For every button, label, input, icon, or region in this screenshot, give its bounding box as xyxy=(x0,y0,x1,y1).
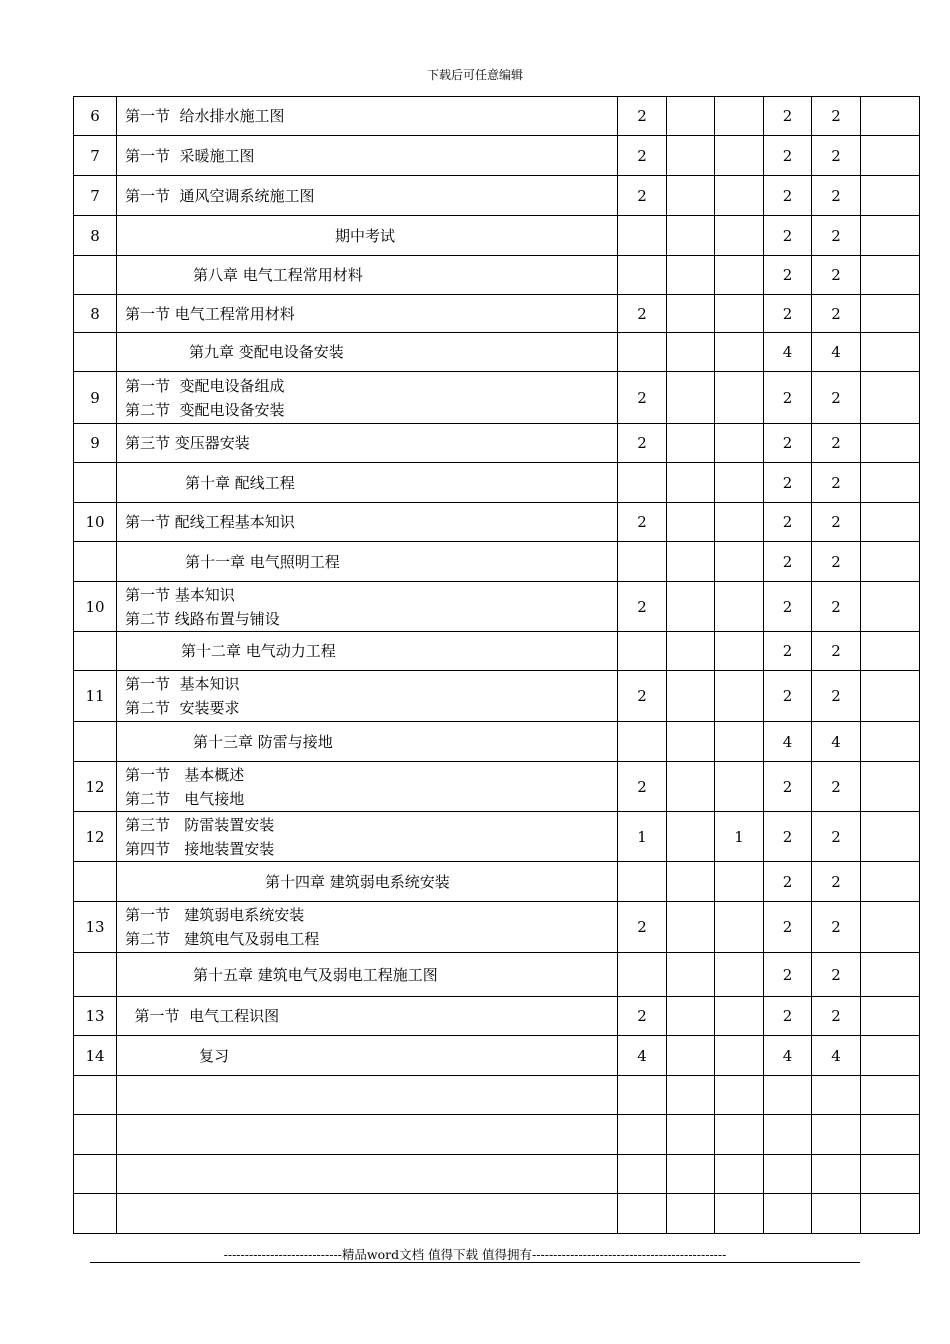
table-row xyxy=(74,762,920,812)
hours-cell-c3 xyxy=(715,1076,764,1115)
table-row xyxy=(74,136,920,176)
content-line: 第二节 变配电设备安装 xyxy=(125,400,285,419)
hours-cell-c6 xyxy=(861,953,920,997)
hours-cell-c5: 2 xyxy=(812,372,861,424)
hours-cell-c3 xyxy=(715,632,764,671)
hours-cell-c1: 2 xyxy=(618,762,667,812)
week-cell: 14 xyxy=(74,1036,117,1076)
hours-cell-c3 xyxy=(715,722,764,762)
hours-cell-c5: 2 xyxy=(812,424,861,463)
hours-cell-c1 xyxy=(618,333,667,372)
hours-cell-c4 xyxy=(764,1076,812,1115)
hours-cell-c5: 2 xyxy=(812,542,861,582)
table-row xyxy=(74,671,920,722)
hours-cell-c6 xyxy=(861,1194,920,1234)
content-cell xyxy=(117,582,618,632)
hours-cell-c1: 2 xyxy=(618,176,667,216)
hours-cell-c4: 4 xyxy=(764,722,812,762)
table-row xyxy=(74,1115,920,1155)
hours-cell-c5: 2 xyxy=(812,902,861,953)
content-line: 第十一章 电气照明工程 xyxy=(185,552,340,571)
hours-cell-c3 xyxy=(715,997,764,1036)
table-row xyxy=(74,503,920,542)
content-cell xyxy=(117,216,618,256)
hours-cell-c5: 2 xyxy=(812,632,861,671)
hours-cell-c5 xyxy=(812,1115,861,1155)
hours-cell-c5: 4 xyxy=(812,333,861,372)
content-line: 第十二章 电气动力工程 xyxy=(181,642,336,660)
content-line: 第一节 通风空调系统施工图 xyxy=(125,186,315,205)
content-line: 第十章 配线工程 xyxy=(185,473,295,492)
hours-cell-c4: 2 xyxy=(764,953,812,997)
content-cell xyxy=(117,333,618,372)
table-row xyxy=(74,902,920,953)
content-line: 第二节 安装要求 xyxy=(125,699,240,717)
hours-cell-c3 xyxy=(715,1194,764,1234)
table-row xyxy=(74,176,920,216)
hours-cell-c1: 2 xyxy=(618,503,667,542)
table-row xyxy=(74,424,920,463)
table-row xyxy=(74,812,920,862)
content-line: 第一节 变配电设备组成 xyxy=(125,376,285,395)
content-line: 第一节 采暖施工图 xyxy=(125,146,255,165)
hours-cell-c1 xyxy=(618,1155,667,1194)
hours-cell-c4 xyxy=(764,1194,812,1234)
week-cell xyxy=(74,1076,117,1115)
content-line: 复习 xyxy=(199,1046,230,1065)
content-cell xyxy=(117,256,618,295)
hours-cell-c3 xyxy=(715,295,764,333)
hours-cell-c6 xyxy=(861,136,920,176)
hours-cell-c2 xyxy=(667,812,715,862)
hours-cell-c1 xyxy=(618,542,667,582)
hours-cell-c2 xyxy=(667,671,715,722)
week-cell xyxy=(74,463,117,503)
hours-cell-c6 xyxy=(861,1036,920,1076)
hours-cell-c4: 2 xyxy=(764,671,812,722)
hours-cell-c6 xyxy=(861,862,920,902)
hours-cell-c2 xyxy=(667,136,715,176)
content-cell xyxy=(117,542,618,582)
hours-cell-c5: 2 xyxy=(812,256,861,295)
table-row xyxy=(74,256,920,295)
week-cell: 8 xyxy=(74,295,117,333)
content-cell xyxy=(117,372,618,424)
content-line: 第十三章 防雷与接地 xyxy=(193,732,333,751)
table-row xyxy=(74,1194,920,1234)
content-cell xyxy=(117,997,618,1036)
hours-cell-c3 xyxy=(715,953,764,997)
hours-cell-c3 xyxy=(715,862,764,902)
hours-cell-c2 xyxy=(667,256,715,295)
content-cell xyxy=(117,953,618,997)
hours-cell-c4: 2 xyxy=(764,463,812,503)
hours-cell-c6 xyxy=(861,582,920,632)
week-cell xyxy=(74,1194,117,1234)
hours-cell-c4: 2 xyxy=(764,503,812,542)
content-cell xyxy=(117,176,618,216)
hours-cell-c6 xyxy=(861,503,920,542)
page-footer: ----------------------------精品word文档 值得下载 值得拥有---------------------------------------------- xyxy=(223,1247,727,1262)
hours-cell-c5 xyxy=(812,1194,861,1234)
hours-cell-c1: 2 xyxy=(618,97,667,136)
hours-cell-c1 xyxy=(618,862,667,902)
table-row xyxy=(74,997,920,1036)
table-row xyxy=(74,582,920,632)
hours-cell-c1: 2 xyxy=(618,136,667,176)
content-cell xyxy=(117,1115,618,1155)
hours-cell-c1 xyxy=(618,632,667,671)
hours-cell-c3 xyxy=(715,333,764,372)
table-row xyxy=(74,372,920,424)
hours-cell-c4: 2 xyxy=(764,295,812,333)
hours-cell-c6 xyxy=(861,256,920,295)
table-row xyxy=(74,295,920,333)
hours-cell-c2 xyxy=(667,1036,715,1076)
hours-cell-c2 xyxy=(667,762,715,812)
hours-cell-c4: 2 xyxy=(764,542,812,582)
hours-cell-c5: 2 xyxy=(812,216,861,256)
hours-cell-c3 xyxy=(715,256,764,295)
content-cell xyxy=(117,812,618,862)
hours-cell-c6 xyxy=(861,1076,920,1115)
week-cell: 8 xyxy=(74,216,117,256)
hours-cell-c6 xyxy=(861,176,920,216)
week-cell xyxy=(74,953,117,997)
hours-cell-c4: 2 xyxy=(764,97,812,136)
content-line: 第四节 接地装置安装 xyxy=(125,839,275,858)
hours-cell-c4: 2 xyxy=(764,176,812,216)
hours-cell-c4: 2 xyxy=(764,256,812,295)
table-row xyxy=(74,1036,920,1076)
hours-cell-c4: 2 xyxy=(764,997,812,1036)
hours-cell-c2 xyxy=(667,953,715,997)
content-line: 第二节 建筑电气及弱电工程 xyxy=(125,930,320,948)
hours-cell-c4: 2 xyxy=(764,424,812,463)
hours-cell-c6 xyxy=(861,902,920,953)
hours-cell-c1: 2 xyxy=(618,295,667,333)
content-line: 第一节 建筑弱电系统安装 xyxy=(125,906,305,924)
hours-cell-c1: 4 xyxy=(618,1036,667,1076)
hours-cell-c2 xyxy=(667,1076,715,1115)
content-cell xyxy=(117,1194,618,1234)
hours-cell-c3 xyxy=(715,582,764,632)
hours-cell-c6 xyxy=(861,372,920,424)
week-cell xyxy=(74,722,117,762)
hours-cell-c4: 2 xyxy=(764,762,812,812)
week-cell: 10 xyxy=(74,503,117,542)
content-cell xyxy=(117,862,618,902)
week-cell: 13 xyxy=(74,902,117,953)
hours-cell-c2 xyxy=(667,295,715,333)
content-line: 第一节 电气工程识图 xyxy=(125,1007,280,1025)
hours-cell-c2 xyxy=(667,463,715,503)
hours-cell-c2 xyxy=(667,542,715,582)
hours-cell-c1: 2 xyxy=(618,424,667,463)
table-row xyxy=(74,463,920,503)
hours-cell-c2 xyxy=(667,372,715,424)
table-row xyxy=(74,1076,920,1115)
hours-cell-c3 xyxy=(715,671,764,722)
hours-cell-c4 xyxy=(764,1155,812,1194)
hours-cell-c2 xyxy=(667,632,715,671)
hours-cell-c1 xyxy=(618,1076,667,1115)
week-cell: 7 xyxy=(74,136,117,176)
week-cell: 9 xyxy=(74,372,117,424)
hours-cell-c4: 2 xyxy=(764,862,812,902)
footer-rule xyxy=(90,1262,860,1263)
hours-cell-c5: 2 xyxy=(812,862,861,902)
content-cell xyxy=(117,136,618,176)
hours-cell-c2 xyxy=(667,216,715,256)
hours-cell-c1: 2 xyxy=(618,372,667,424)
hours-cell-c4: 2 xyxy=(764,372,812,424)
hours-cell-c4: 2 xyxy=(764,136,812,176)
hours-cell-c3 xyxy=(715,762,764,812)
hours-cell-c6 xyxy=(861,424,920,463)
hours-cell-c6 xyxy=(861,997,920,1036)
hours-cell-c5: 4 xyxy=(812,1036,861,1076)
hours-cell-c6 xyxy=(861,542,920,582)
hours-cell-c2 xyxy=(667,333,715,372)
content-cell xyxy=(117,1036,618,1076)
week-cell xyxy=(74,542,117,582)
content-line: 第三节 防雷装置安装 xyxy=(125,815,275,834)
schedule-table xyxy=(73,96,920,1234)
hours-cell-c6 xyxy=(861,333,920,372)
hours-cell-c2 xyxy=(667,582,715,632)
week-cell: 12 xyxy=(74,762,117,812)
hours-cell-c2 xyxy=(667,97,715,136)
hours-cell-c3 xyxy=(715,176,764,216)
hours-cell-c1: 1 xyxy=(618,812,667,862)
week-cell xyxy=(74,1155,117,1194)
content-cell xyxy=(117,503,618,542)
content-cell xyxy=(117,295,618,333)
hours-cell-c2 xyxy=(667,902,715,953)
page-header: 下载后可任意编辑 xyxy=(426,68,523,82)
content-line: 第一节 基本知识 xyxy=(125,675,240,693)
content-cell xyxy=(117,97,618,136)
hours-cell-c5 xyxy=(812,1155,861,1194)
hours-cell-c6 xyxy=(861,295,920,333)
hours-cell-c5: 2 xyxy=(812,97,861,136)
week-cell: 6 xyxy=(74,97,117,136)
hours-cell-c3 xyxy=(715,372,764,424)
hours-cell-c4: 4 xyxy=(764,1036,812,1076)
content-cell xyxy=(117,1076,618,1115)
hours-cell-c4: 2 xyxy=(764,632,812,671)
week-cell: 13 xyxy=(74,997,117,1036)
hours-cell-c3 xyxy=(715,1036,764,1076)
content-line: 第一节 配线工程基本知识 xyxy=(125,513,295,531)
table-row xyxy=(74,542,920,582)
hours-cell-c2 xyxy=(667,997,715,1036)
table-row xyxy=(74,333,920,372)
table-row xyxy=(74,953,920,997)
hours-cell-c5: 2 xyxy=(812,812,861,862)
hours-cell-c6 xyxy=(861,463,920,503)
week-cell: 10 xyxy=(74,582,117,632)
content-line: 第一节 电气工程常用材料 xyxy=(125,304,295,323)
content-cell xyxy=(117,463,618,503)
hours-cell-c1 xyxy=(618,722,667,762)
table-row xyxy=(74,632,920,671)
hours-cell-c3 xyxy=(715,902,764,953)
table-row xyxy=(74,97,920,136)
hours-cell-c3 xyxy=(715,1155,764,1194)
content-line: 第二节 电气接地 xyxy=(125,789,245,808)
hours-cell-c5: 2 xyxy=(812,997,861,1036)
hours-cell-c6 xyxy=(861,1155,920,1194)
hours-cell-c2 xyxy=(667,722,715,762)
hours-cell-c5: 2 xyxy=(812,953,861,997)
hours-cell-c4: 2 xyxy=(764,582,812,632)
week-cell: 12 xyxy=(74,812,117,862)
hours-cell-c3 xyxy=(715,136,764,176)
hours-cell-c2 xyxy=(667,862,715,902)
hours-cell-c2 xyxy=(667,176,715,216)
content-line: 第三节 变压器安装 xyxy=(125,434,250,452)
week-cell: 9 xyxy=(74,424,117,463)
hours-cell-c6 xyxy=(861,97,920,136)
content-cell xyxy=(117,632,618,671)
week-cell xyxy=(74,632,117,671)
hours-cell-c3 xyxy=(715,463,764,503)
hours-cell-c1: 2 xyxy=(618,902,667,953)
content-cell xyxy=(117,722,618,762)
hours-cell-c4: 2 xyxy=(764,216,812,256)
table-row xyxy=(74,862,920,902)
hours-cell-c1 xyxy=(618,463,667,503)
schedule-body xyxy=(74,97,920,1234)
content-line: 第一节 基本知识 xyxy=(125,585,235,604)
content-line: 第八章 电气工程常用材料 xyxy=(193,266,363,284)
hours-cell-c5: 2 xyxy=(812,176,861,216)
hours-cell-c3 xyxy=(715,424,764,463)
content-cell xyxy=(117,424,618,463)
hours-cell-c1 xyxy=(618,216,667,256)
content-line: 期中考试 xyxy=(335,226,396,245)
content-line: 第一节 基本概述 xyxy=(125,765,245,784)
hours-cell-c3 xyxy=(715,216,764,256)
week-cell xyxy=(74,333,117,372)
hours-cell-c5: 2 xyxy=(812,503,861,542)
week-cell: 11 xyxy=(74,671,117,722)
hours-cell-c5 xyxy=(812,1076,861,1115)
hours-cell-c1: 2 xyxy=(618,582,667,632)
hours-cell-c6 xyxy=(861,632,920,671)
hours-cell-c2 xyxy=(667,1115,715,1155)
hours-cell-c1 xyxy=(618,256,667,295)
hours-cell-c5: 2 xyxy=(812,671,861,722)
hours-cell-c6 xyxy=(861,722,920,762)
content-line: 第一节 给水排水施工图 xyxy=(125,107,285,125)
content-line: 第十四章 建筑弱电系统安装 xyxy=(265,872,450,891)
hours-cell-c1: 2 xyxy=(618,671,667,722)
hours-cell-c2 xyxy=(667,424,715,463)
hours-cell-c5: 2 xyxy=(812,582,861,632)
hours-cell-c5: 2 xyxy=(812,136,861,176)
week-cell: 7 xyxy=(74,176,117,216)
hours-cell-c5: 2 xyxy=(812,295,861,333)
content-cell xyxy=(117,1155,618,1194)
hours-cell-c4: 2 xyxy=(764,902,812,953)
content-cell xyxy=(117,671,618,722)
hours-cell-c3 xyxy=(715,503,764,542)
hours-cell-c2 xyxy=(667,1155,715,1194)
hours-cell-c1 xyxy=(618,1194,667,1234)
hours-cell-c1 xyxy=(618,1115,667,1155)
table-row xyxy=(74,722,920,762)
hours-cell-c2 xyxy=(667,1194,715,1234)
hours-cell-c2 xyxy=(667,503,715,542)
content-cell xyxy=(117,762,618,812)
week-cell xyxy=(74,1115,117,1155)
content-line: 第九章 变配电设备安装 xyxy=(189,343,344,361)
hours-cell-c3: 1 xyxy=(715,812,764,862)
hours-cell-c5: 2 xyxy=(812,463,861,503)
content-cell xyxy=(117,902,618,953)
hours-cell-c5: 4 xyxy=(812,722,861,762)
hours-cell-c1 xyxy=(618,953,667,997)
hours-cell-c6 xyxy=(861,216,920,256)
hours-cell-c6 xyxy=(861,1115,920,1155)
hours-cell-c3 xyxy=(715,1115,764,1155)
hours-cell-c6 xyxy=(861,762,920,812)
hours-cell-c4 xyxy=(764,1115,812,1155)
hours-cell-c6 xyxy=(861,671,920,722)
hours-cell-c4: 4 xyxy=(764,333,812,372)
hours-cell-c4: 2 xyxy=(764,812,812,862)
hours-cell-c3 xyxy=(715,542,764,582)
hours-cell-c6 xyxy=(861,812,920,862)
hours-cell-c5: 2 xyxy=(812,762,861,812)
week-cell xyxy=(74,862,117,902)
table-row xyxy=(74,1155,920,1194)
hours-cell-c1: 2 xyxy=(618,997,667,1036)
week-cell xyxy=(74,256,117,295)
hours-cell-c3 xyxy=(715,97,764,136)
content-line: 第十五章 建筑电气及弱电工程施工图 xyxy=(193,965,438,984)
content-line: 第二节 线路布置与铺设 xyxy=(125,609,280,628)
table-row xyxy=(74,216,920,256)
